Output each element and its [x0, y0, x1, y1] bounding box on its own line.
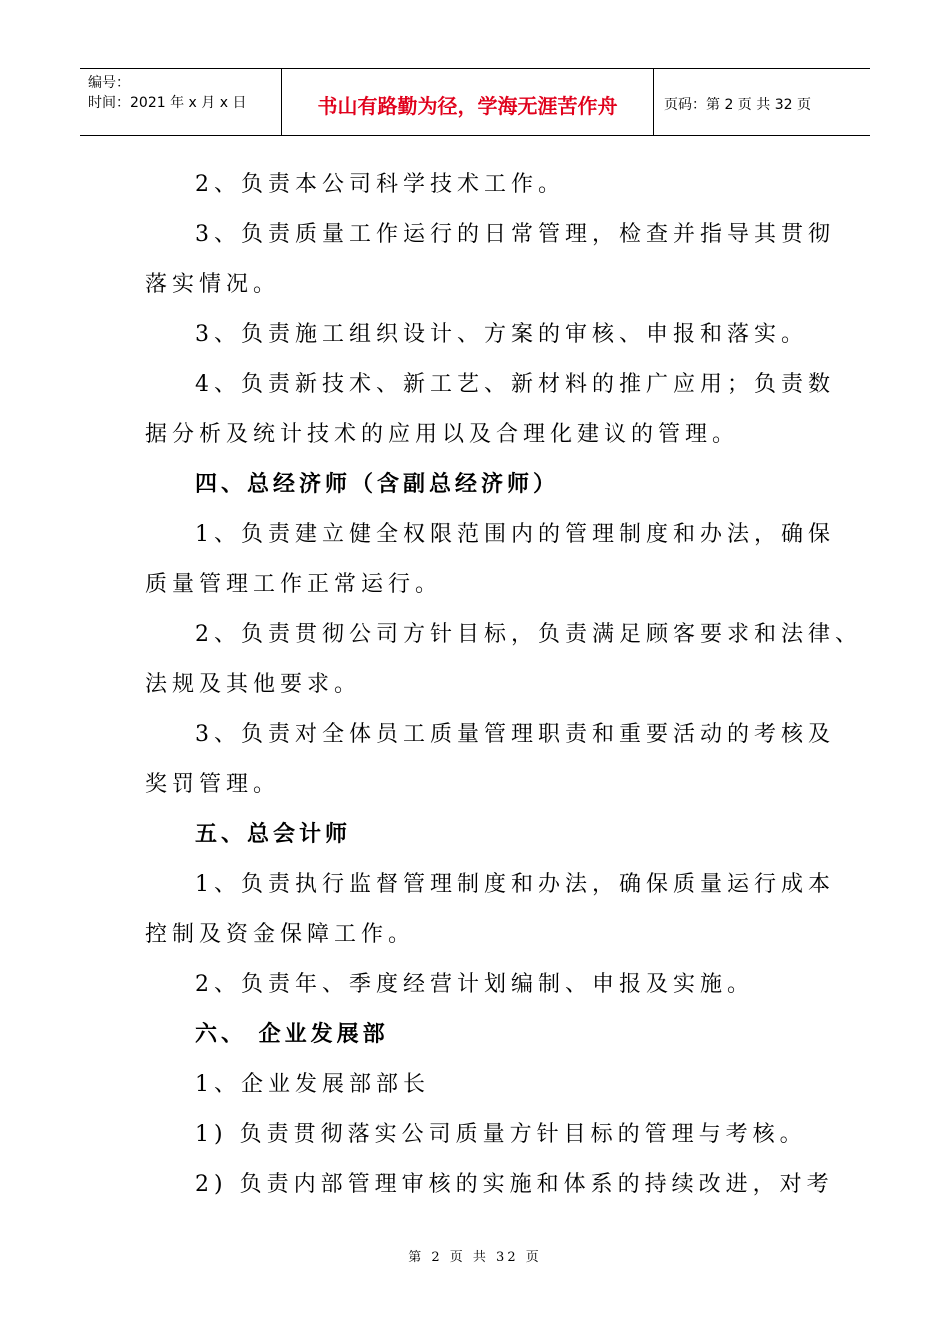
- paragraph-line: 法规及其他要求。: [145, 672, 362, 697]
- paragraph-line: 3、负责质量工作运行的日常管理，检查并指导其贯彻: [195, 222, 835, 247]
- paragraph-line: 2) 负责内部管理审核的实施和体系的持续改进，对考: [195, 1172, 834, 1197]
- paragraph-line: 1) 负责贯彻落实公司质量方针目标的管理与考核。: [195, 1122, 807, 1147]
- paragraph-line: 奖罚管理。: [145, 772, 281, 797]
- paragraph-line: 1、负责建立健全权限范围内的管理制度和办法，确保: [195, 522, 835, 547]
- paragraph-line: 2、负责年、季度经营计划编制、申报及实施。: [195, 972, 754, 997]
- paragraph-line: 据分析及统计技术的应用以及合理化建议的管理。: [145, 422, 740, 447]
- paragraph-line: 1、企业发展部部长: [195, 1072, 430, 1097]
- page-footer: 第 2 页 共 32 页: [408, 1250, 542, 1265]
- paragraph-line: 1、负责执行监督管理制度和办法，确保质量运行成本: [195, 872, 835, 897]
- paragraph-line: 4、负责新技术、新工艺、新材料的推广应用；负责数: [195, 372, 835, 397]
- paragraph-line: 控制及资金保障工作。: [145, 922, 416, 947]
- header-motto-cell: [282, 69, 654, 135]
- section-heading: 六、 企业发展部: [195, 1022, 389, 1047]
- page-header: [80, 68, 870, 136]
- header-motto: 书山有路勤为径，学海无涯苦作舟: [317, 93, 618, 118]
- document-time-label: 时间：2021 年 x 月 x 日: [88, 95, 247, 111]
- paragraph-line: 3、负责对全体员工质量管理职责和重要活动的考核及: [195, 722, 835, 747]
- header-page-info-cell: [654, 69, 870, 135]
- paragraph-line: 3、负责施工组织设计、方案的审核、申报和落实。: [195, 322, 808, 347]
- paragraph-line: 2、负责本公司科学技术工作。: [195, 172, 565, 197]
- document-body: [145, 160, 862, 1210]
- section-heading: 五、总会计师: [195, 822, 352, 847]
- paragraph-line: 落实情况。: [145, 272, 281, 297]
- paragraph-line: 2、负责贯彻公司方针目标，负责满足顾客要求和法律、: [195, 622, 862, 647]
- document-number-label: 编号：: [88, 75, 130, 91]
- header-meta: [80, 69, 282, 135]
- paragraph-line: 质量管理工作正常运行。: [145, 572, 443, 597]
- section-heading: 四、总经济师（含副总经济师）: [195, 472, 560, 497]
- header-page-info: 页码：第 2 页 共 32 页: [664, 97, 811, 113]
